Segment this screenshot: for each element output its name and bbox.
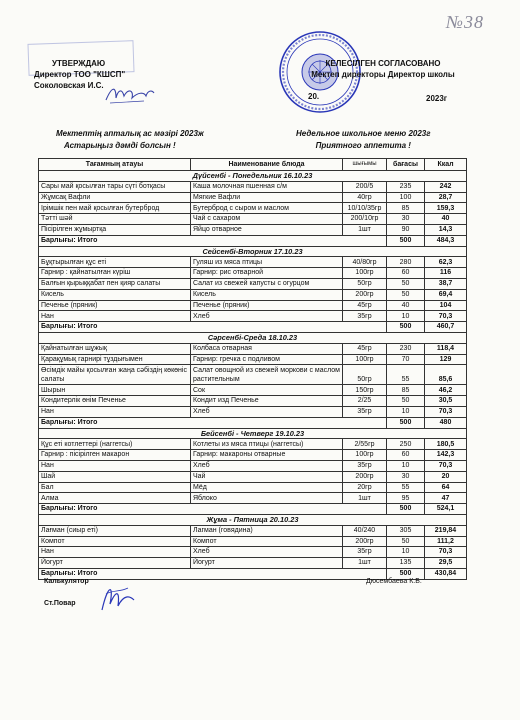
dish-kcal: 40 xyxy=(425,214,467,225)
total-kcal: 524,1 xyxy=(425,504,467,515)
dish-kcal: 129 xyxy=(425,354,467,365)
dish-name-kz: Йогурт xyxy=(39,558,191,569)
total-price: 500 xyxy=(387,504,425,515)
day-title: Жұма - Пятница 20.10.23 xyxy=(39,514,467,525)
dish-price: 10 xyxy=(387,547,425,558)
table-row xyxy=(39,311,467,322)
total-row xyxy=(39,322,467,333)
table-row xyxy=(39,289,467,300)
dish-name-ru: Яблоко xyxy=(191,493,343,504)
dish-weight: 40/240 xyxy=(343,525,387,536)
table-row xyxy=(39,181,467,192)
dish-name-ru: Кисель xyxy=(191,289,343,300)
dish-price: 60 xyxy=(387,268,425,279)
total-kcal: 460,7 xyxy=(425,322,467,333)
header-kcal: Ккал xyxy=(425,159,467,171)
dish-name-ru: Хлеб xyxy=(191,460,343,471)
agree-date-line xyxy=(308,92,448,103)
day-header-row xyxy=(39,246,467,257)
day-title: Дүйсенбі - Понедельник 16.10.23 xyxy=(39,171,467,182)
table-row xyxy=(39,257,467,268)
dish-kcal: 242 xyxy=(425,181,467,192)
dish-kcal: 70,3 xyxy=(425,460,467,471)
dish-name-ru: Яйцо отварное xyxy=(191,224,343,235)
dish-name-ru: Салат из свежей капусты с огурцом xyxy=(191,278,343,289)
header-kz-name: Тағамның атауы xyxy=(39,159,191,171)
dish-name-kz: Компот xyxy=(39,536,191,547)
table-row xyxy=(39,354,467,365)
total-price: 500 xyxy=(387,322,425,333)
dish-price: 70 xyxy=(387,354,425,365)
menu-table-body xyxy=(39,171,467,580)
dish-price: 305 xyxy=(387,525,425,536)
dish-name-kz: Нан xyxy=(39,311,191,322)
document-number: №38 xyxy=(446,12,484,32)
approve-name: Соколовская И.С. xyxy=(34,81,104,90)
dish-name-kz: Алма xyxy=(39,493,191,504)
day-header-row xyxy=(39,332,467,343)
header-weight: шығымы xyxy=(343,159,387,171)
dish-name-ru: Мёд xyxy=(191,482,343,493)
dish-name-kz: Сары май қосылған тары сүті ботқасы xyxy=(39,181,191,192)
menu-table xyxy=(38,158,467,580)
cook-signature xyxy=(98,580,138,616)
dish-price: 235 xyxy=(387,181,425,192)
footer-cook: Ст.Повар xyxy=(44,600,76,607)
dish-name-kz: Шырын xyxy=(39,385,191,396)
dish-name-ru: Мягкие Вафли xyxy=(191,192,343,203)
table-row xyxy=(39,525,467,536)
dish-price: 60 xyxy=(387,450,425,461)
day-header-row xyxy=(39,428,467,439)
dish-kcal: 104 xyxy=(425,300,467,311)
dish-kcal: 46,2 xyxy=(425,385,467,396)
dish-name-ru: Компот xyxy=(191,536,343,547)
dish-name-ru: Гарнир: гречка с подливом xyxy=(191,354,343,365)
dish-weight: 200гр xyxy=(343,289,387,300)
footer-calculator: Калькулятор xyxy=(44,578,89,585)
dish-weight: 2/55гр xyxy=(343,439,387,450)
dish-price: 50 xyxy=(387,396,425,407)
dish-name-kz: Балғын қырыққабат пен қияр салаты xyxy=(39,278,191,289)
dish-price: 55 xyxy=(387,365,425,385)
dish-name-ru: Каша молочная пшенная с/м xyxy=(191,181,343,192)
dish-name-kz: Пісірілген жұмыртқа xyxy=(39,224,191,235)
total-label: Барлығы: Итого xyxy=(39,568,387,579)
menu-title-ru xyxy=(296,128,431,152)
approve-title: УТВЕРЖДАЮ xyxy=(52,59,106,68)
dish-price: 135 xyxy=(387,558,425,569)
dish-weight: 35гр xyxy=(343,547,387,558)
dish-kcal: 29,5 xyxy=(425,558,467,569)
dish-name-kz: Печенье (пряник) xyxy=(39,300,191,311)
dish-name-ru: Салат овощной из свежей моркови с маслом растительным xyxy=(191,365,343,385)
dish-name-kz: Гарнир : пісірілген макарон xyxy=(39,450,191,461)
dish-weight: 35гр xyxy=(343,460,387,471)
dish-weight: 200гр xyxy=(343,471,387,482)
menu-title-kz-line2: Астарыңыз дәмді болсын ! xyxy=(64,141,176,150)
dish-name-kz: Нан xyxy=(39,547,191,558)
dish-kcal: 70,3 xyxy=(425,406,467,417)
dish-name-kz: Гарнир : қайнатылған күріш xyxy=(39,268,191,279)
table-row xyxy=(39,471,467,482)
dish-price: 10 xyxy=(387,406,425,417)
dish-name-ru: Хлеб xyxy=(191,311,343,322)
dish-name-kz: Құс еті котлеттері (наггетсы) xyxy=(39,439,191,450)
table-row xyxy=(39,536,467,547)
dish-price: 55 xyxy=(387,482,425,493)
dish-weight: 200/10гр xyxy=(343,214,387,225)
table-row xyxy=(39,365,467,385)
dish-kcal: 30,5 xyxy=(425,396,467,407)
dish-price: 100 xyxy=(387,192,425,203)
dish-price: 230 xyxy=(387,343,425,354)
total-label: Барлығы: Итого xyxy=(39,235,387,246)
dish-weight: 1шт xyxy=(343,493,387,504)
day-title: Сейсенбі-Вторник 17.10.23 xyxy=(39,246,467,257)
table-row xyxy=(39,406,467,417)
table-row xyxy=(39,385,467,396)
total-row xyxy=(39,504,467,515)
dish-name-ru: Хлеб xyxy=(191,547,343,558)
dish-price: 90 xyxy=(387,224,425,235)
dish-name-ru: Йогурт xyxy=(191,558,343,569)
dish-price: 50 xyxy=(387,278,425,289)
total-kcal: 480 xyxy=(425,417,467,428)
dish-weight: 200/5 xyxy=(343,181,387,192)
dish-kcal: 47 xyxy=(425,493,467,504)
dish-weight: 1шт xyxy=(343,224,387,235)
dish-price: 40 xyxy=(387,300,425,311)
table-row xyxy=(39,203,467,214)
dish-name-kz: Тәтті шәй xyxy=(39,214,191,225)
dish-kcal: 85,6 xyxy=(425,365,467,385)
footer-name: Дюсембаева К.Б. xyxy=(366,578,422,585)
approve-position: Директор ТОО "КШСП" xyxy=(34,70,126,79)
dish-kcal: 142,3 xyxy=(425,450,467,461)
dish-weight: 50гр xyxy=(343,278,387,289)
table-row xyxy=(39,268,467,279)
dish-kcal: 64 xyxy=(425,482,467,493)
dish-name-ru: Колбаса отварная xyxy=(191,343,343,354)
total-label: Барлығы: Итого xyxy=(39,417,387,428)
total-label: Барлығы: Итого xyxy=(39,322,387,333)
dish-weight: 10/10/35гр xyxy=(343,203,387,214)
dish-name-kz: Лағман (сиыр еті) xyxy=(39,525,191,536)
menu-title-kz xyxy=(56,128,204,152)
dish-kcal: 116 xyxy=(425,268,467,279)
dish-name-kz: Өсімдік майы қосылған жаңа сәбіздің көкөніс салаты xyxy=(39,365,191,385)
dish-kcal: 14,3 xyxy=(425,224,467,235)
dish-weight: 100гр xyxy=(343,354,387,365)
dish-weight: 45гр xyxy=(343,300,387,311)
dish-name-ru: Котлеты из мяса птицы (наггетсы) xyxy=(191,439,343,450)
table-row xyxy=(39,439,467,450)
dish-price: 50 xyxy=(387,289,425,300)
dish-kcal: 62,3 xyxy=(425,257,467,268)
dish-weight: 150гр xyxy=(343,385,387,396)
agree-year: 2023г xyxy=(426,94,448,103)
total-row xyxy=(39,235,467,246)
table-row xyxy=(39,547,467,558)
dish-weight: 20гр xyxy=(343,482,387,493)
dish-kcal: 111,2 xyxy=(425,536,467,547)
table-row xyxy=(39,343,467,354)
dish-price: 95 xyxy=(387,493,425,504)
dish-kcal: 180,5 xyxy=(425,439,467,450)
dish-price: 10 xyxy=(387,460,425,471)
header-ru-name: Наименование блюда xyxy=(191,159,343,171)
total-row xyxy=(39,417,467,428)
dish-name-kz: Кисель xyxy=(39,289,191,300)
dish-name-kz: Жұмсақ Вафли xyxy=(39,192,191,203)
dish-name-ru: Бутерброд с сыром и маслом xyxy=(191,203,343,214)
dish-weight: 50гр xyxy=(343,365,387,385)
dish-price: 30 xyxy=(387,471,425,482)
director-signature xyxy=(104,84,156,106)
menu-title-ru-line1: Недельное школьное меню 2023г xyxy=(296,129,431,138)
dish-name-ru: Лагман (говядина) xyxy=(191,525,343,536)
dish-name-ru: Печенье (пряник) xyxy=(191,300,343,311)
day-header-row xyxy=(39,514,467,525)
dish-kcal: 38,7 xyxy=(425,278,467,289)
dish-name-ru: Гарнир: рис отварной xyxy=(191,268,343,279)
day-title: Сәрсенбі-Среда 18.10.23 xyxy=(39,332,467,343)
menu-title-kz-line1: Мектептің апталық ас мәзірі 2023ж xyxy=(56,129,204,138)
total-price: 500 xyxy=(387,417,425,428)
dish-kcal: 70,3 xyxy=(425,547,467,558)
agree-position: Мектеп директоры Директор школы xyxy=(311,70,455,79)
dish-price: 250 xyxy=(387,439,425,450)
table-row xyxy=(39,460,467,471)
dish-weight: 100гр xyxy=(343,268,387,279)
dish-weight: 45гр xyxy=(343,343,387,354)
total-price: 500 xyxy=(387,235,425,246)
agree-title: КЕЛЕСІЛГЕН СОГЛАСОВАНО xyxy=(325,59,441,68)
total-kcal: 484,3 xyxy=(425,235,467,246)
day-header-row xyxy=(39,171,467,182)
dish-name-ru: Гарнир: макароны отварные xyxy=(191,450,343,461)
dish-price: 85 xyxy=(387,203,425,214)
dish-kcal: 69,4 xyxy=(425,289,467,300)
dish-name-ru: Гуляш из мяса птицы xyxy=(191,257,343,268)
dish-name-kz: Нан xyxy=(39,460,191,471)
dish-price: 10 xyxy=(387,311,425,322)
total-price: 500 xyxy=(387,568,425,579)
table-row xyxy=(39,482,467,493)
total-kcal: 430,84 xyxy=(425,568,467,579)
dish-name-ru: Сок xyxy=(191,385,343,396)
dish-name-kz: Кондитерлік өнім Печенье xyxy=(39,396,191,407)
dish-name-ru: Чай xyxy=(191,471,343,482)
dish-kcal: 219,84 xyxy=(425,525,467,536)
dish-name-kz: Нан xyxy=(39,406,191,417)
table-row xyxy=(39,192,467,203)
dish-name-kz: Бұқтырылған құс еті xyxy=(39,257,191,268)
table-row xyxy=(39,558,467,569)
table-row xyxy=(39,214,467,225)
dish-weight: 2/25 xyxy=(343,396,387,407)
table-row xyxy=(39,224,467,235)
dish-weight: 35гр xyxy=(343,311,387,322)
dish-name-kz: Ірімшік пен май қосылған бутерброд xyxy=(39,203,191,214)
dish-price: 30 xyxy=(387,214,425,225)
dish-name-kz: Қарақұмық гарнирі тұздығымен xyxy=(39,354,191,365)
dish-kcal: 70,3 xyxy=(425,311,467,322)
dish-kcal: 20 xyxy=(425,471,467,482)
dish-weight: 35гр xyxy=(343,406,387,417)
dish-name-kz: Қайнатылған шұжық xyxy=(39,343,191,354)
dish-weight: 40гр xyxy=(343,192,387,203)
table-row xyxy=(39,450,467,461)
dish-kcal: 159,3 xyxy=(425,203,467,214)
dish-name-ru: Чай с сахаром xyxy=(191,214,343,225)
day-title: Бейсенбі - Четверг 19.10.23 xyxy=(39,428,467,439)
dish-price: 280 xyxy=(387,257,425,268)
dish-price: 50 xyxy=(387,536,425,547)
agree-date: 20. xyxy=(308,92,320,101)
dish-weight: 100гр xyxy=(343,450,387,461)
table-row xyxy=(39,493,467,504)
agreement-block xyxy=(288,58,478,80)
header-price: бағасы xyxy=(387,159,425,171)
dish-name-kz: Бал xyxy=(39,482,191,493)
dish-weight: 1шт xyxy=(343,558,387,569)
table-row xyxy=(39,396,467,407)
total-label: Барлығы: Итого xyxy=(39,504,387,515)
dish-kcal: 28,7 xyxy=(425,192,467,203)
dish-name-kz: Шай xyxy=(39,471,191,482)
dish-name-ru: Хлеб xyxy=(191,406,343,417)
dish-kcal: 118,4 xyxy=(425,343,467,354)
table-row xyxy=(39,278,467,289)
menu-title-ru-line2: Приятного аппетита ! xyxy=(315,141,411,150)
dish-price: 85 xyxy=(387,385,425,396)
dish-weight: 200гр xyxy=(343,536,387,547)
dish-weight: 40/80гр xyxy=(343,257,387,268)
dish-name-ru: Кондит изд Печенье xyxy=(191,396,343,407)
table-header-row xyxy=(39,159,467,171)
table-row xyxy=(39,300,467,311)
